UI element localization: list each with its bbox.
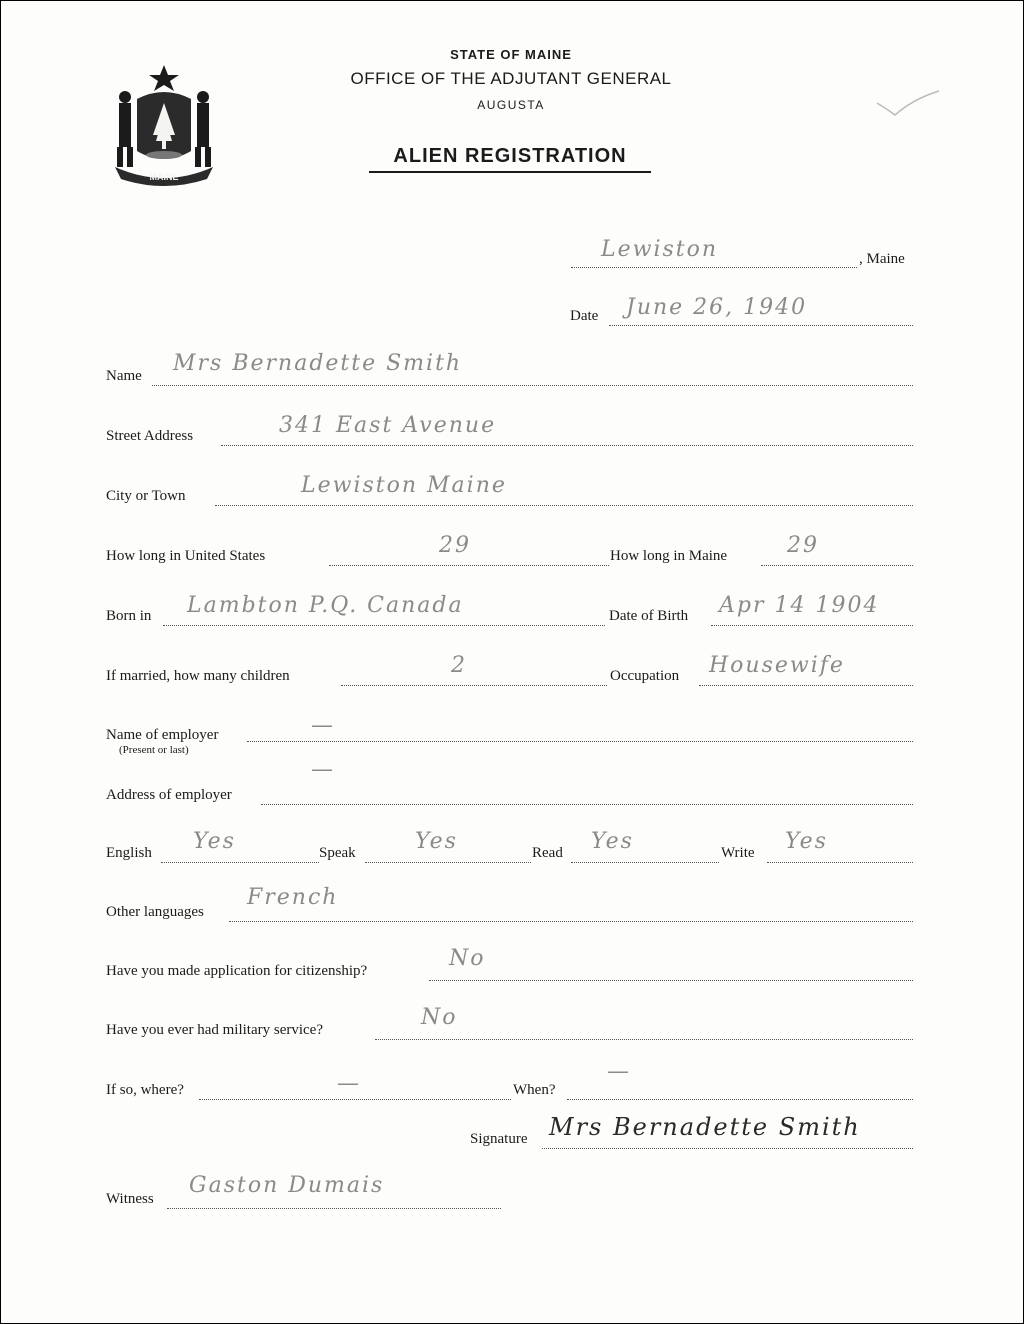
city-line [215, 505, 913, 506]
military-value: No [421, 1005, 458, 1030]
other-languages-line [229, 921, 913, 922]
name-label: Name [106, 368, 142, 384]
speak-line [365, 862, 531, 863]
how-long-maine-value: 29 [787, 533, 819, 558]
read-line [571, 862, 719, 863]
place-line [571, 267, 857, 268]
employer-name-label: Name of employer [106, 727, 219, 743]
employer-name-sublabel: (Present or last) [119, 744, 189, 756]
when-line [567, 1099, 913, 1100]
english-label: English [106, 845, 152, 861]
date-label: Date [570, 308, 599, 324]
header-city: AUGUSTA [477, 98, 545, 112]
date-of-birth-value: Apr 14 1904 [719, 593, 880, 618]
citizenship-label: Have you made application for citizenship? [106, 963, 368, 979]
name-value: Mrs Bernadette Smith [173, 351, 463, 376]
where-label: If so, where? [106, 1082, 184, 1098]
street-address-line [221, 445, 913, 446]
occupation-line [699, 685, 913, 686]
seal-scroll-text: MAINE [149, 172, 179, 182]
date-of-birth-label: Date of Birth [609, 608, 689, 624]
date-line [609, 325, 913, 326]
city-value: Lewiston Maine [301, 473, 507, 498]
employer-address-label: Address of employer [106, 787, 232, 803]
write-label: Write [721, 845, 755, 861]
speak-value: Yes [415, 829, 458, 854]
name-line [152, 385, 913, 386]
read-label: Read [532, 845, 563, 861]
city-label: City or Town [106, 488, 186, 504]
where-value: — [337, 1071, 361, 1096]
signature-label: Signature [470, 1131, 528, 1147]
witness-label: Witness [106, 1191, 154, 1207]
signature-line [542, 1148, 913, 1149]
born-in-line [163, 625, 605, 626]
how-long-maine-label: How long in Maine [610, 548, 728, 564]
born-in-label: Born in [106, 608, 152, 624]
employer-address-value: — [311, 757, 335, 782]
other-languages-value: French [247, 885, 339, 910]
military-label: Have you ever had military service? [106, 1022, 323, 1038]
place-value: Lewiston [601, 237, 719, 262]
citizenship-line [429, 980, 913, 981]
children-line [341, 685, 607, 686]
citizenship-value: No [449, 946, 486, 971]
how-long-maine-line [761, 565, 913, 566]
children-label: If married, how many children [106, 668, 290, 684]
write-value: Yes [785, 829, 828, 854]
signature-value: Mrs Bernadette Smith [549, 1113, 861, 1141]
born-in-value: Lambton P.Q. Canada [187, 593, 464, 618]
employer-name-value: — [311, 713, 335, 738]
english-value: Yes [193, 829, 236, 854]
write-line [767, 862, 913, 863]
how-long-us-label: How long in United States [106, 548, 266, 564]
when-value: — [607, 1059, 631, 1084]
form-title: ALIEN REGISTRATION [369, 145, 651, 173]
how-long-us-line [329, 565, 609, 566]
children-value: 2 [451, 653, 467, 678]
header-office: OFFICE OF THE ADJUTANT GENERAL [350, 69, 672, 88]
date-value: June 26, 1940 [626, 295, 808, 320]
military-line [375, 1039, 913, 1040]
header-state: STATE OF MAINE [450, 47, 572, 62]
occupation-label: Occupation [610, 668, 680, 684]
place-suffix: , Maine [859, 251, 905, 267]
street-address-value: 341 East Avenue [279, 413, 497, 438]
where-line [199, 1099, 511, 1100]
other-languages-label: Other languages [106, 904, 204, 920]
speak-label: Speak [319, 845, 356, 861]
date-of-birth-line [711, 625, 913, 626]
occupation-value: Housewife [709, 653, 845, 678]
how-long-us-value: 29 [439, 533, 471, 558]
check-mark-icon [873, 89, 943, 119]
street-address-label: Street Address [106, 428, 194, 444]
witness-value: Gaston Dumais [189, 1173, 385, 1198]
when-label: When? [513, 1082, 556, 1098]
employer-address-line [261, 804, 913, 805]
employer-name-line [247, 741, 913, 742]
witness-line [167, 1208, 501, 1209]
read-value: Yes [591, 829, 634, 854]
english-line [161, 862, 319, 863]
